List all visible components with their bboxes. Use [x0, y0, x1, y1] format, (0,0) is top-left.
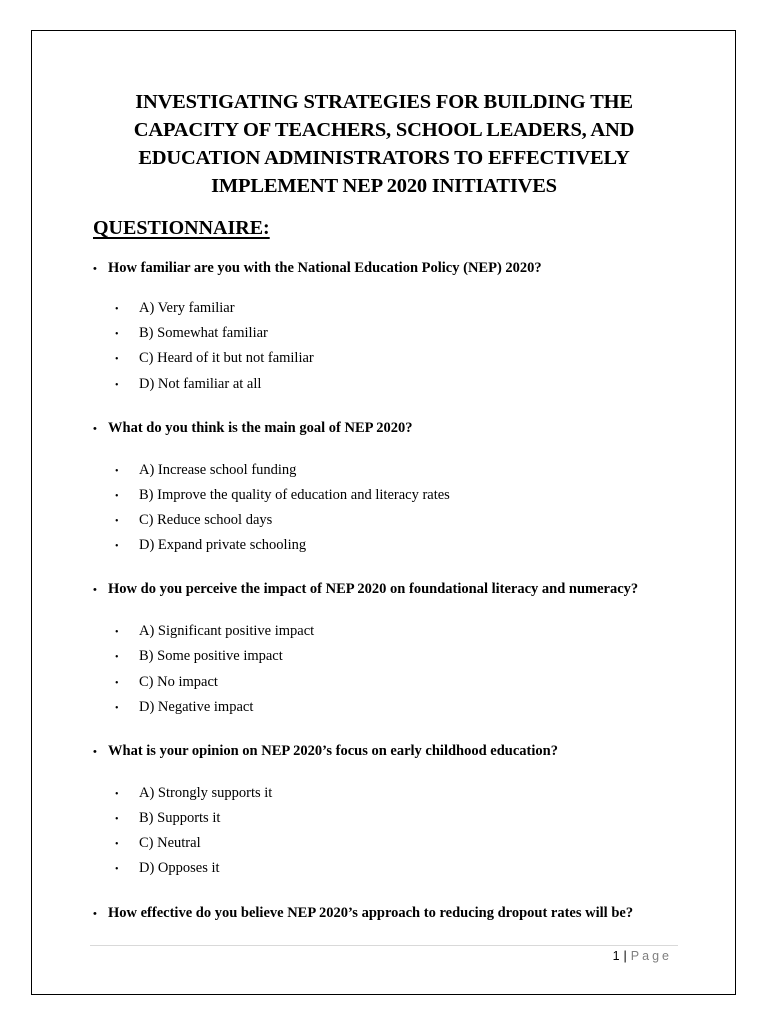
- question-2: [93, 418, 413, 439]
- bullet-icon: •: [93, 746, 97, 758]
- bullet-icon: •: [115, 839, 119, 850]
- bullet-icon: •: [115, 678, 119, 689]
- option-text: A) Increase school funding: [139, 462, 297, 478]
- option-text: A) Significant positive impact: [139, 623, 315, 639]
- bullet-icon: •: [93, 263, 97, 275]
- document-title: [60, 88, 708, 200]
- question-5: [93, 903, 633, 924]
- question-text: What do you think is the main goal of NEP 2020?: [108, 420, 413, 436]
- bullet-icon: •: [93, 908, 97, 920]
- title-line: INVESTIGATING STRATEGIES FOR BUILDING THE: [135, 91, 633, 113]
- question-4: [93, 741, 558, 762]
- question-text: How do you perceive the impact of NEP 2020 on foundational literacy and numeracy?: [108, 581, 639, 597]
- bullet-icon: •: [115, 380, 119, 391]
- title-line: CAPACITY OF TEACHERS, SCHOOL LEADERS, AND: [133, 119, 635, 141]
- question-1-option-a: [115, 298, 235, 320]
- option-text: B) Improve the quality of education and literacy rates: [139, 487, 450, 503]
- bullet-icon: •: [93, 584, 97, 596]
- page-label: Page: [630, 949, 672, 963]
- question-2-option-b: [115, 485, 450, 507]
- question-4-option-b: [115, 808, 220, 830]
- question-4-option-a: [115, 783, 272, 805]
- option-text: D) Opposes it: [139, 860, 220, 876]
- bullet-icon: •: [93, 423, 97, 435]
- question-text: What is your opinion on NEP 2020’s focus on early childhood education?: [108, 743, 558, 759]
- question-1-option-b: [115, 323, 268, 345]
- option-text: D) Negative impact: [139, 699, 254, 715]
- option-text: A) Strongly supports it: [139, 785, 273, 801]
- option-text: B) Some positive impact: [139, 648, 283, 664]
- option-text: C) Reduce school days: [139, 512, 273, 528]
- page-footer: [613, 947, 672, 965]
- option-text: C) No impact: [139, 674, 218, 690]
- question-1-option-c: [115, 348, 314, 370]
- bullet-icon: •: [115, 789, 119, 800]
- option-text: B) Supports it: [139, 810, 221, 826]
- question-text: How effective do you believe NEP 2020’s approach to reducing dropout rates will be?: [108, 905, 634, 921]
- option-text: A) Very familiar: [139, 300, 235, 316]
- question-3-option-d: [115, 697, 253, 719]
- bullet-icon: •: [115, 329, 119, 340]
- option-text: D) Expand private schooling: [139, 537, 307, 553]
- footer-divider: [90, 945, 678, 946]
- title-line: EDUCATION ADMINISTRATORS TO EFFECTIVELY: [138, 147, 630, 169]
- bullet-icon: •: [115, 466, 119, 477]
- bullet-icon: •: [115, 304, 119, 315]
- option-text: D) Not familiar at all: [139, 376, 262, 392]
- question-text: How familiar are you with the National Education Policy (NEP) 2020?: [108, 260, 542, 276]
- bullet-icon: •: [115, 703, 119, 714]
- bullet-icon: •: [115, 541, 119, 552]
- questionnaire-heading: QUESTIONNAIRE:: [93, 217, 270, 239]
- question-2-option-c: [115, 510, 272, 532]
- question-4-option-d: [115, 858, 220, 880]
- bullet-icon: •: [115, 652, 119, 663]
- title-line: IMPLEMENT NEP 2020 INITIATIVES: [211, 175, 557, 197]
- option-text: C) Neutral: [139, 835, 201, 851]
- option-text: B) Somewhat familiar: [139, 325, 268, 341]
- bullet-icon: •: [115, 627, 119, 638]
- bullet-icon: •: [115, 516, 119, 527]
- question-3-option-a: [115, 621, 314, 643]
- question-3-option-c: [115, 672, 218, 694]
- page-number: 1: [612, 949, 620, 963]
- question-3-option-b: [115, 646, 283, 668]
- question-2-option-d: [115, 535, 306, 557]
- question-4-option-c: [115, 833, 201, 855]
- bullet-icon: •: [115, 864, 119, 875]
- option-text: C) Heard of it but not familiar: [139, 350, 314, 366]
- footer-separator: |: [623, 949, 627, 963]
- question-3: [93, 579, 638, 600]
- question-2-option-a: [115, 460, 296, 482]
- bullet-icon: •: [115, 354, 119, 365]
- bullet-icon: •: [115, 814, 119, 825]
- question-1-option-d: [115, 374, 261, 396]
- bullet-icon: •: [115, 491, 119, 502]
- question-1: [93, 258, 542, 279]
